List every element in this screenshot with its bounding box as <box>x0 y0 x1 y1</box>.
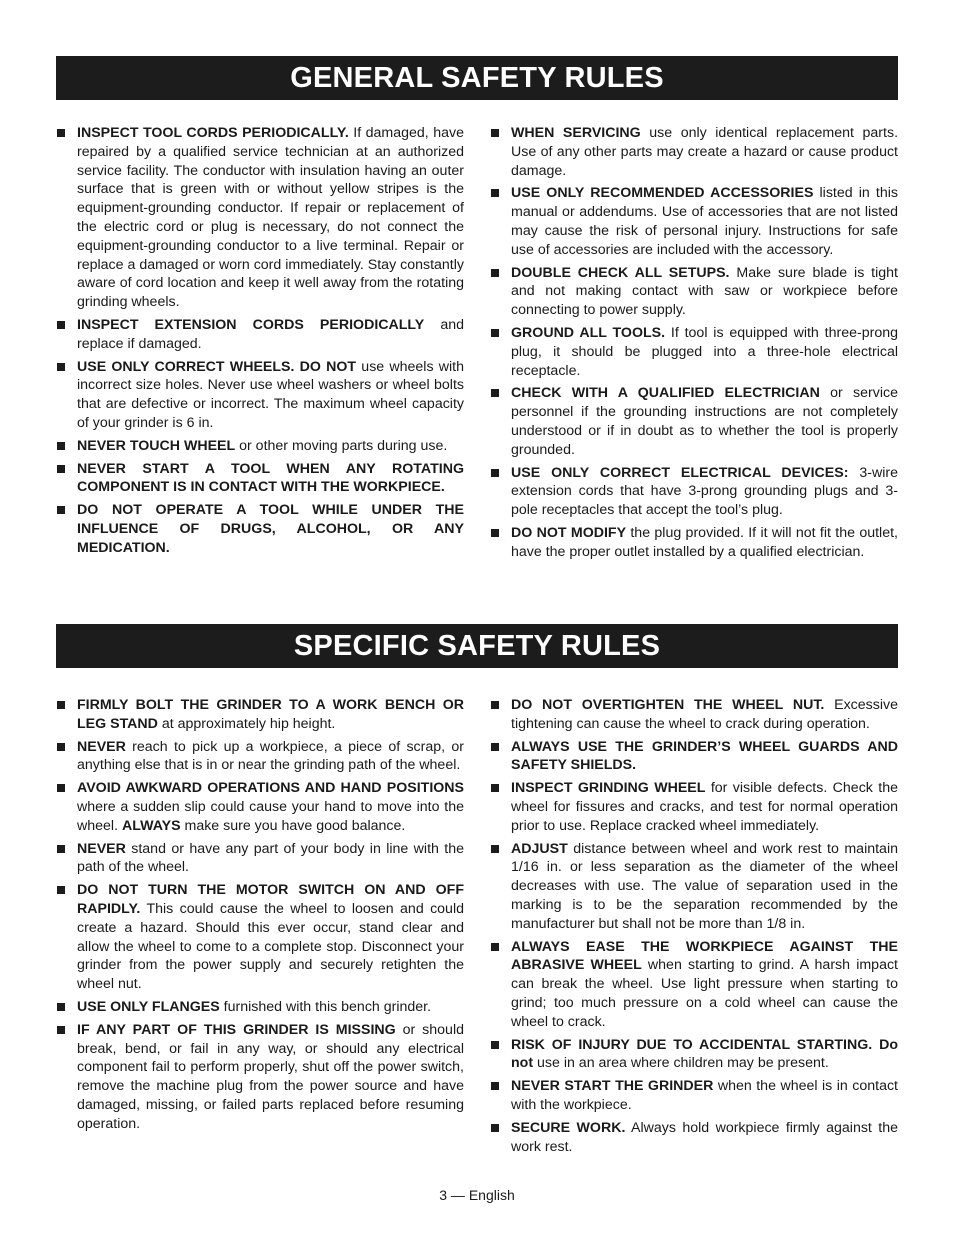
rule-item <box>56 840 464 878</box>
rule-item <box>490 324 898 380</box>
rule-item <box>56 998 464 1017</box>
rule-item <box>56 358 464 433</box>
rule-emphasis: AVOID AWKWARD OPERATIONS AND HAND POSITIONS <box>77 780 464 797</box>
rule-text: This could cause the wheel to loosen and could create a hazard. Should this ever occur, stand clear and allow the wheel to come to a complete stop. Disconnect your grinder from the power supply and securely retighten the wheel nut. <box>77 900 464 993</box>
general-rules-right-column <box>490 124 898 566</box>
rule-text: If damaged, have repaired by a qualified service technician at an authorized service facility. The conductor with insulation having an outer surface that is green with or without yellow stripes is the equipment-grounding conductor. If repair or replacement of the electric cord or plug is necessary, do not connect the equipment-grounding conductor to a live terminal. Repair or replace a damaged or worn cord immediately. Stay constantly aware of cord location and keep it well away from the rotating grinding wheels. <box>77 125 464 311</box>
specific-safety-rules-heading: SPECIFIC SAFETY RULES <box>56 624 898 668</box>
rule-item <box>56 696 464 734</box>
rule-item <box>490 1077 898 1115</box>
rule-text: and replace if damaged. <box>77 316 464 352</box>
rule-text: 3-wire extension cords that have 3-prong grounding plugs and 3-pole receptacles that accept the tool’s plug. <box>511 464 898 519</box>
rule-text: make sure you have good balance. <box>180 817 406 834</box>
rule-emphasis: NEVER TOUCH WHEEL <box>77 437 236 454</box>
rule-emphasis: ALWAYS EASE THE WORKPIECE AGAINST THE ABRASIVE WHEEL <box>511 938 898 974</box>
rule-item <box>56 738 464 776</box>
rule-emphasis: ADJUST <box>511 840 568 857</box>
rule-text: use wheels with incorrect size holes. Never use wheel washers or wheel bolts that are defective or incorrect. The maximum wheel capacity of your grinder is 6 in. <box>77 358 464 431</box>
rule-item <box>490 1036 898 1074</box>
specific-rules-left-column <box>56 696 464 1138</box>
rule-emphasis: IF ANY PART OF THIS GRINDER IS MISSING <box>77 1021 396 1038</box>
rule-emphasis: NEVER START THE GRINDER <box>511 1078 714 1095</box>
rule-text: furnished with this bench grinder. <box>219 998 432 1015</box>
rule-text: If tool is equipped with three-prong plug, it should be plugged into a three-hole electrical receptacle. <box>511 324 898 379</box>
rule-emphasis: FIRMLY BOLT THE GRINDER TO A WORK BENCH OR LEG STAND <box>77 697 464 732</box>
rule-text: Make sure blade is tight and not making contact with saw or workpiece before connecting to power supply. <box>511 264 898 319</box>
rule-item <box>56 501 464 557</box>
rule-emphasis: RISK OF INJURY DUE TO ACCIDENTAL STARTING. <box>511 1036 873 1053</box>
rule-text: at approximately hip height. <box>157 715 336 732</box>
rule-item <box>56 316 464 354</box>
rule-item <box>490 184 898 259</box>
rule-item <box>490 840 898 934</box>
rule-emphasis: SECURE WORK. <box>511 1119 626 1136</box>
rule-item <box>490 384 898 459</box>
rule-text: for visible defects. Check the wheel for fissures and cracks, and test for normal operation prior to use. Replace cracked wheel immediately. <box>511 780 898 834</box>
rule-emphasis: WHEN SERVICING <box>511 125 641 141</box>
general-rules-left-column <box>56 124 464 562</box>
rule-text: where a sudden slip could cause your hand to move into the wheel. <box>77 798 464 834</box>
rule-item <box>56 437 464 456</box>
rule-text: or other moving parts during use. <box>235 437 448 454</box>
rule-item <box>490 124 898 180</box>
rule-item <box>56 124 464 312</box>
rule-emphasis: INSPECT TOOL CORDS PERIODICALLY. <box>77 125 349 141</box>
rule-emphasis: DOUBLE CHECK ALL SETUPS. <box>511 264 730 281</box>
rule-emphasis: USE ONLY FLANGES <box>77 998 220 1015</box>
rule-text: when starting to grind. A harsh impact can break the wheel. Use light pressure when starting to grind; too much pressure on a cold wheel can cause the wheel to crack. <box>511 957 898 1030</box>
rule-emphasis: INSPECT GRINDING WHEEL <box>511 780 706 797</box>
rule-emphasis: ALWAYS USE THE GRINDER’S WHEEL GUARDS AND SAFETY SHIELDS. <box>511 738 898 774</box>
rule-text: use only identical replacement parts. Use of any other parts may create a hazard or cause product damage. <box>511 125 899 179</box>
rule-emphasis: Do not <box>511 1036 898 1072</box>
rule-item <box>490 264 898 320</box>
rule-item <box>490 1119 898 1157</box>
specific-rules-right-column <box>490 696 898 1160</box>
rule-text: Excessive tightening can cause the wheel to crack during operation. <box>511 697 898 732</box>
rule-item <box>490 696 898 734</box>
rule-text: Always hold workpiece firmly against the work rest. <box>511 1119 898 1155</box>
rule-emphasis: INSPECT EXTENSION CORDS PERIODICALLY <box>77 316 425 333</box>
rule-emphasis: USE ONLY CORRECT ELECTRICAL DEVICES: <box>511 464 849 481</box>
rule-emphasis: NEVER <box>77 840 126 857</box>
rule-emphasis: NEVER <box>77 738 126 755</box>
rule-text: when the wheel is in contact with the workpiece. <box>511 1078 898 1113</box>
rule-item <box>490 524 898 562</box>
rule-emphasis: DO NOT OPERATE A TOOL WHILE UNDER THE INFLUENCE OF DRUGS, ALCOHOL, OR ANY MEDICATION. <box>77 502 464 556</box>
rule-text: listed in this manual or addendums. Use of accessories that are not listed may cause the risk of personal injury. Instructions for safe use of accessories are included with the accessory. <box>511 185 898 258</box>
rule-text: or should break, bend, or fail in any way, or should any electrical component fail to perform properly, shut off the power switch, remove the machine plug from the power source and have damaged, missing, or failed parts replaced before resuming operation. <box>77 1021 464 1132</box>
rule-item <box>56 779 464 835</box>
rule-item <box>490 738 898 776</box>
rule-emphasis: CHECK WITH A QUALIFIED ELECTRICIAN <box>511 385 820 402</box>
rule-item <box>56 881 464 994</box>
rule-text: stand or have any part of your body in line with the path of the wheel. <box>77 840 464 876</box>
rule-text: reach to pick up a workpiece, a piece of scrap, or anything else that is in or near the grinding path of the wheel. <box>77 738 464 774</box>
rule-item <box>490 779 898 835</box>
rule-emphasis: USE ONLY RECOMMENDED ACCESSORIES <box>511 185 814 202</box>
rule-emphasis: NEVER START A TOOL WHEN ANY ROTATING COMPONENT IS IN CONTACT WITH THE WORKPIECE. <box>77 460 464 496</box>
general-safety-rules-heading: GENERAL SAFETY RULES <box>56 56 898 100</box>
rule-item <box>56 1021 464 1134</box>
rule-item <box>490 464 898 520</box>
rule-text: distance between wheel and work rest to maintain 1/16 in. or less separation as the diameter of the wheel decreases with use. The value of separation used in the marking is to be the separation recommended by the manufacturer but shall not be more than 1/8 in. <box>511 840 898 932</box>
rule-emphasis: USE ONLY CORRECT WHEELS. DO NOT <box>77 358 357 375</box>
rule-item <box>56 460 464 498</box>
rule-emphasis: GROUND ALL TOOLS. <box>511 324 666 341</box>
rule-text: or service personnel if the grounding instructions are not completely understood or if in doubt as to whether the tool is properly grounded. <box>511 385 898 458</box>
rule-text: use in an area where children may be present. <box>533 1055 829 1072</box>
rule-item <box>490 938 898 1032</box>
rule-emphasis: DO NOT TURN THE MOTOR SWITCH ON AND OFF RAPIDLY. <box>77 882 464 917</box>
rule-emphasis: ALWAYS <box>121 817 181 834</box>
rule-emphasis: DO NOT MODIFY <box>511 524 627 541</box>
page-footer: 3 — English <box>439 1187 515 1203</box>
rule-emphasis: DO NOT OVERTIGHTEN THE WHEEL NUT. <box>511 697 825 713</box>
rule-text: the plug provided. If it will not fit the outlet, have the proper outlet installed by a qualified electrician. <box>511 524 898 560</box>
